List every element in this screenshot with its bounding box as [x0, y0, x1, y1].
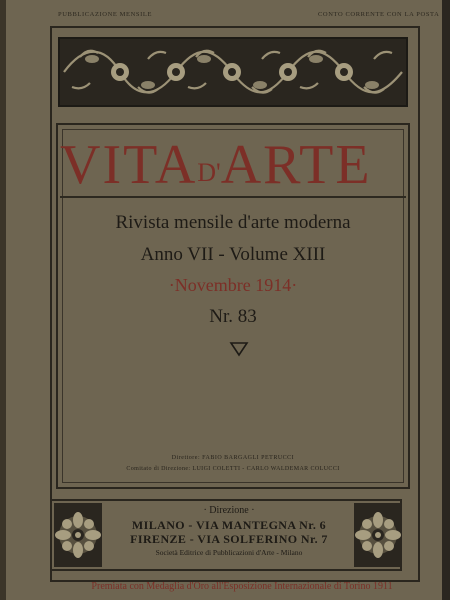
- acanthus-scroll-icon: [60, 39, 406, 105]
- issue-number: Nr. 83: [209, 306, 257, 327]
- publisher-name: Società Editrice di Pubblicazioni d'Arte - Milano: [155, 548, 303, 557]
- floral-rosette-right-icon: [354, 503, 402, 567]
- milano-address: MILANO - VIA MANTEGNA Nr. 6: [131, 518, 327, 532]
- header-postal-label: CONTO CORRENTE CON LA POSTA: [318, 11, 440, 18]
- direttore-credit: Direttore: FABIO BARGAGLI PETRUCCI: [171, 455, 295, 461]
- floral-rosette-left-icon: [54, 503, 102, 567]
- header-publication-label: PUBBLICAZIONE MENSILE: [58, 11, 153, 18]
- title-underline: [60, 196, 406, 198]
- downward-triangle-icon: [229, 341, 249, 357]
- firenze-address: FIRENZE - VIA SOLFERINO Nr. 7: [130, 532, 328, 546]
- title-d: D': [197, 158, 221, 187]
- comitato-credit: Comitato di Direzione: LUIGI COLETTI - CARLO WALDEMAR COLUCCI: [126, 466, 340, 472]
- title-arte: ARTE: [220, 134, 372, 196]
- spine-shadow: [0, 0, 6, 600]
- right-edge-shadow: [442, 0, 450, 600]
- magazine-title: [60, 133, 408, 197]
- direzione-label: · Direzione ·: [203, 505, 255, 516]
- acanthus-ornament-band: [58, 37, 408, 107]
- title-vita: VITA: [60, 134, 198, 196]
- subtitle: Rivista mensile d'arte moderna: [115, 212, 351, 233]
- issue-date: ·Novembre 1914·: [168, 275, 298, 295]
- gold-medal-note: Premiata con Medaglia d'Oro all'Esposizione Internazionale di Torino 1911: [91, 581, 393, 592]
- anno-volume: Anno VII - Volume XIII: [140, 244, 326, 265]
